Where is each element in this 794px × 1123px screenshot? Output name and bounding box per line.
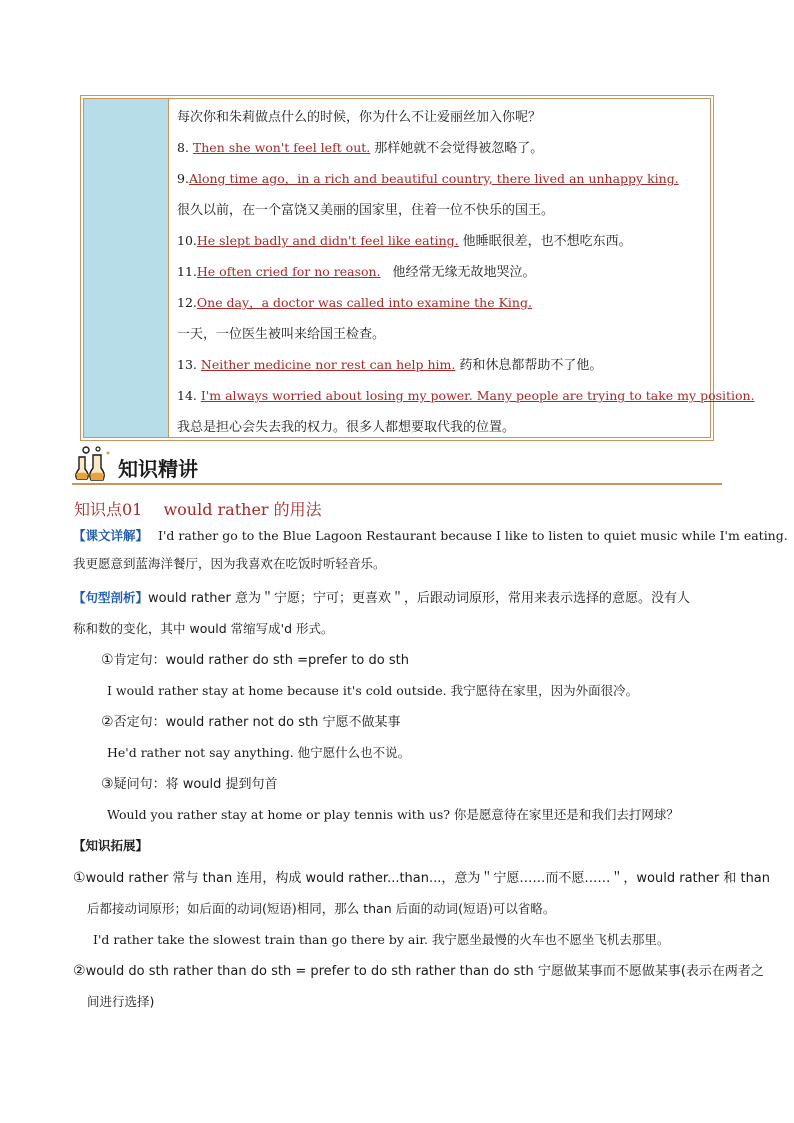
circled-number: ① (73, 870, 86, 886)
text-line (73, 838, 148, 854)
row-num: 10. (177, 233, 197, 248)
table-row (177, 171, 679, 187)
text-content: would do sth rather than do sth = prefer to do sth rather than do sth 宁愿做某事而不愿做某事(表示在两者之 (85, 964, 764, 979)
row-cn: 他睡眠很差，也不想吃东西。 (462, 234, 632, 249)
circled-number: ③ (101, 776, 114, 792)
text-line: 称和数的变化，其中 would 常缩写成'd 形式。 (73, 621, 334, 636)
row-cn: 药和休息都帮助不了他。 (459, 358, 603, 373)
text-line (101, 714, 401, 731)
text-content: 疑问句：将 would 提到句首 (113, 777, 278, 792)
table-row (177, 326, 385, 343)
row-en: Along time ago，in a rich and beautiful country, there lived an unhappy king. (188, 171, 679, 186)
row-cn: 那样她就不会觉得被忽略了。 (374, 141, 544, 156)
row-en: I'm always worried about losing my power. Many people are trying to take my position. (200, 388, 755, 403)
row-num: 13. (177, 357, 197, 372)
table-left-cell (84, 99, 169, 437)
text-content: would rather 意为＂宁愿；宁可；更喜欢＂，后跟动词原形，常用来表示选择的意愿。没有人 (148, 591, 690, 606)
text-line (73, 963, 764, 980)
text-line (101, 776, 278, 793)
text-line: 间进行选择) (87, 994, 155, 1009)
row-cn: 一天，一位医生被叫来给国王检查。 (177, 327, 386, 342)
text-content: 否定句：would rather not do sth 宁愿不做某事 (113, 715, 401, 730)
table-row (177, 419, 515, 436)
text-line: 后都接动词原形；如后面的动词(短语)相同，那么 than 后面的动词(短语)可以省略。 (87, 901, 556, 916)
table-row (177, 264, 536, 281)
text-line: 我更愿意到蓝海洋餐厅，因为我喜欢在吃饭时听轻音乐。 (73, 556, 386, 571)
translation-table (80, 95, 755, 441)
text-line (73, 528, 788, 544)
row-en: He often cried for no reason. (196, 264, 381, 279)
text-content: would rather 常与 than 连用，构成 would rather...than...，意为＂宁愿……而不愿……＂，would rather 和 than (85, 871, 771, 886)
example-line: Would you rather stay at home or play tennis with us? 你是愿意待在家里还是和我们去打网球？ (107, 807, 679, 822)
section-heading (72, 443, 722, 485)
row-cn: 每次你和朱莉做点什么的时候，你为什么不让爱丽丝加入你呢？ (177, 110, 542, 125)
table-row (177, 295, 532, 311)
text-content: I'd rather go to the Blue Lagoon Restaurant because I like to listen to quiet music while I'm eating. (158, 528, 788, 543)
translation-table-inner (83, 98, 755, 438)
table-row (177, 109, 541, 126)
table-row (177, 202, 554, 219)
text-line (101, 652, 409, 669)
row-num: 11. (177, 264, 197, 279)
table-row (177, 357, 602, 374)
circled-number: ② (101, 714, 114, 730)
example-line: I'd rather take the slowest train than go there by air. 我宁愿坐最慢的火车也不愿坐飞机去那里。 (93, 932, 670, 947)
text-line (73, 870, 770, 887)
circled-number: ① (101, 652, 114, 668)
row-en: Neither medicine nor rest can help him. (200, 357, 456, 372)
row-en: He slept badly and didn't feel like eating. (196, 233, 459, 248)
example-line: He'd rather not say anything. 他宁愿什么也不说。 (107, 745, 411, 760)
row-cn: 我总是担心会失去我的权力。很多人都想要取代我的位置。 (177, 420, 516, 435)
tag-label: 【句型剖析】 (73, 590, 149, 605)
row-cn: 很久以前，在一个富饶又美丽的国家里，住着一位不快乐的国王。 (177, 203, 555, 218)
text-line (73, 590, 690, 607)
knowledge-point-title: 知识点01 would rather 的用法 (74, 500, 322, 519)
row-num: 8. (177, 140, 189, 155)
row-num: 9. (177, 171, 189, 186)
row-num: 14. (177, 388, 197, 403)
tag-label: 【课文详解】 (73, 528, 149, 543)
row-en: Then she won't feel left out. (192, 140, 371, 155)
table-row (177, 140, 543, 157)
table-row (177, 388, 755, 404)
flask-icon (72, 445, 114, 483)
table-row (177, 233, 632, 250)
tag-label: 【知识拓展】 (73, 838, 149, 853)
circled-number: ② (73, 963, 86, 979)
example-line: I would rather stay at home because it's cold outside. 我宁愿待在家里，因为外面很冷。 (107, 683, 639, 698)
row-cn: 他经常无缘无故地哭泣。 (392, 265, 536, 280)
heading-underline (72, 483, 722, 485)
row-num: 12. (177, 295, 197, 310)
section-title: 知识精讲 (118, 457, 198, 481)
row-en: One day，a doctor was called into examine the King. (196, 295, 532, 310)
text-content: 肯定句：would rather do sth =prefer to do sth (113, 653, 409, 668)
table-right-cell (169, 99, 755, 437)
